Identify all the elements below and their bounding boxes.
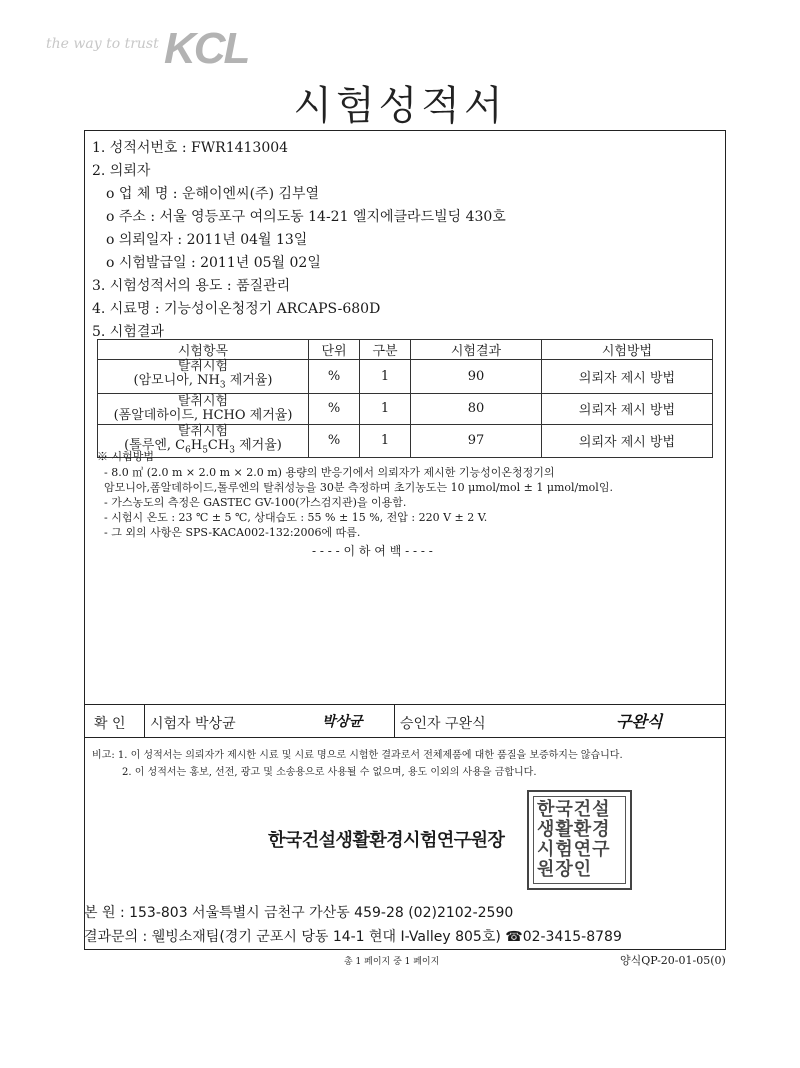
main-office-address: 본 원 : 153-803 서울특별시 금천구 가산동 459-28 (02)2102-2590 xyxy=(84,905,514,921)
tester-name: 시험자 박상균 xyxy=(150,716,236,732)
document-title: 시험성적서 xyxy=(293,83,507,129)
remark-2: 2. 이 성적서는 홍보, 선전, 광고 및 소송용으로 사용될 수 없으며, 용도 이외의 사용을 금합니다. xyxy=(122,767,537,778)
approver-signature: 구완식 xyxy=(616,712,663,731)
test-method: 의뢰자 제시 방법 xyxy=(542,393,713,424)
header-method: 시험방법 xyxy=(542,340,713,360)
results-table xyxy=(97,339,713,458)
test-unit: % xyxy=(309,424,360,458)
table-header-row xyxy=(98,340,713,360)
table-row xyxy=(98,393,713,424)
tester-signature: 박상균 xyxy=(322,714,363,730)
method-line: 암모니아,폼알데하이드,톨루엔의 탈취성능을 30분 측정하며 초기농도는 10 μmol/mol ± 1 μmol/mol임. xyxy=(104,481,613,494)
method-line: - 시험시 온도 : 23 ℃ ± 5 ℃, 상대습도 : 55 % ± 15 %, 전압 : 220 V ± 2 V. xyxy=(104,511,488,524)
test-unit: % xyxy=(309,360,360,394)
test-division: 1 xyxy=(360,424,411,458)
header-unit: 단위 xyxy=(309,340,360,360)
logo-text: KCL xyxy=(164,24,249,73)
sample-name: 4. 시료명 : 기능성이온청정기 ARCAPS-680D xyxy=(92,301,381,317)
page-indicator: 총 1 페이지 중 1 페이지 xyxy=(344,957,440,967)
confirm-label: 확 인 xyxy=(94,716,126,732)
client-address: o 주소 : 서울 영등포구 여의도동 14-21 엘지에클라드빌딩 430호 xyxy=(106,209,506,225)
table-row xyxy=(98,360,713,394)
test-item: 탈취시험 (암모니아, $NH_3$ 제거율) xyxy=(98,360,309,394)
inquiry-contact: 결과문의 : 웰빙소재팀(경기 군포시 당동 14-1 현대 I-Valley 805호) ☎02-3415-8789 xyxy=(84,929,622,945)
header-item: 시험항목 xyxy=(98,340,309,360)
test-division: 1 xyxy=(360,360,411,394)
test-item: 탈취시험 (폼알데하이드, HCHO 제거율) xyxy=(98,393,309,424)
method-line: - 8.0 ㎥ (2.0 m × 2.0 m × 2.0 m) 용량의 반응기에서 의뢰자가 제시한 기능성이온청정기의 xyxy=(104,466,555,479)
report-number: 1. 성적서번호 : FWR1413004 xyxy=(92,140,289,156)
method-line: - 가스농도의 측정은 GASTEC GV-100(가스검지관)을 이용함. xyxy=(104,496,407,509)
confirmation-row xyxy=(84,704,726,738)
organization-name: 한국건설생활환경시험연구원장 xyxy=(268,830,505,851)
report-purpose: 3. 시험성적서의 용도 : 품질관리 xyxy=(92,278,291,294)
header-division: 구분 xyxy=(360,340,411,360)
request-date: o 의뢰일자 : 2011년 04월 13일 xyxy=(106,232,308,248)
issue-date: o 시험발급일 : 2011년 05월 02일 xyxy=(106,255,321,271)
test-result: 90 xyxy=(411,360,542,394)
table-row xyxy=(98,424,713,458)
logo-tagline: the way to trust xyxy=(46,36,159,52)
approver-name: 승인자 구완식 xyxy=(400,716,486,732)
official-seal: 한국건설 생활환경 시험연구 원장인 xyxy=(527,790,632,890)
test-method: 의뢰자 제시 방법 xyxy=(542,360,713,394)
form-number: 양식QP-20-01-05(0) xyxy=(620,954,726,967)
results-heading: 5. 시험결과 xyxy=(92,324,164,340)
test-result: 80 xyxy=(411,393,542,424)
test-method: 의뢰자 제시 방법 xyxy=(542,424,713,458)
test-item: 탈취시험 (톨루엔, $C_6H_5CH_3$ 제거율) xyxy=(98,424,309,458)
method-line: - 그 외의 사항은 SPS-KACA002-132:2006에 따름. xyxy=(104,526,361,539)
client-heading: 2. 의뢰자 xyxy=(92,163,151,179)
remark-1: 비고: 1. 이 성적서는 의뢰자가 제시한 시료 및 시료 명으로 시험한 결과로서 전체제품에 대한 품질을 보증하지는 않습니다. xyxy=(92,750,623,761)
method-title: ※ 시험방법 xyxy=(97,450,155,463)
end-marker: - - - - 이 하 여 백 - - - - xyxy=(312,544,433,558)
test-result: 97 xyxy=(411,424,542,458)
client-company: o 업 체 명 : 운해이엔씨(주) 김부열 xyxy=(106,186,320,202)
test-unit: % xyxy=(309,393,360,424)
test-division: 1 xyxy=(360,393,411,424)
header-result: 시험결과 xyxy=(411,340,542,360)
